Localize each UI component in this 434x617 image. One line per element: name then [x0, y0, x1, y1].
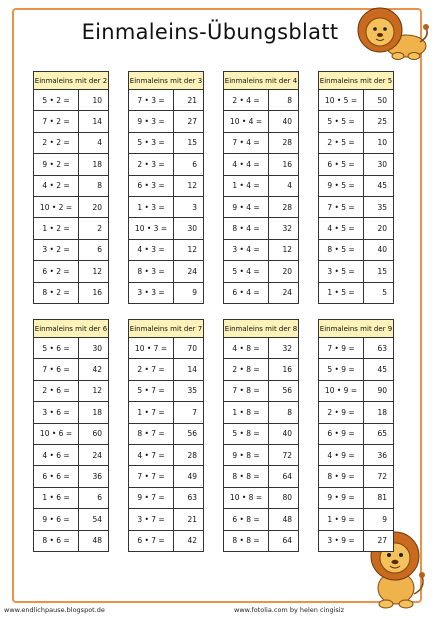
question-cell: 10 • 7 = — [129, 338, 174, 359]
question-cell: 6 • 6 = — [34, 466, 79, 487]
lion-illustration-top — [350, 2, 430, 64]
answer-cell[interactable]: 12 — [79, 380, 109, 401]
answer-cell[interactable]: 80 — [269, 487, 299, 508]
answer-cell[interactable]: 4 — [269, 175, 299, 196]
table-row — [319, 132, 394, 153]
table-row — [319, 359, 394, 380]
answer-cell[interactable]: 64 — [269, 466, 299, 487]
footer-right-credit: www.fotolia.com by helen cingisiz — [234, 606, 345, 614]
table-row — [34, 175, 109, 196]
question-cell: 1 • 3 = — [129, 196, 174, 217]
question-cell: 5 • 8 = — [224, 423, 269, 444]
question-cell: 9 • 2 = — [34, 154, 79, 175]
question-cell: 4 • 9 = — [319, 444, 364, 465]
question-cell: 4 • 7 = — [129, 444, 174, 465]
answer-cell[interactable]: 24 — [79, 444, 109, 465]
question-cell: 4 • 3 = — [129, 239, 174, 260]
table-row — [224, 218, 299, 239]
times-table-7 — [128, 319, 204, 552]
answer-cell[interactable]: 45 — [364, 175, 394, 196]
table-row — [129, 338, 204, 359]
question-cell: 5 • 5 = — [319, 111, 364, 132]
question-cell: 10 • 5 = — [319, 90, 364, 111]
answer-cell[interactable]: 36 — [364, 444, 394, 465]
question-cell: 7 • 3 = — [129, 90, 174, 111]
table-row — [129, 466, 204, 487]
answer-cell[interactable]: 24 — [282, 288, 292, 298]
answer-cell[interactable]: 63 — [174, 487, 204, 508]
answer-cell[interactable]: 12 — [174, 239, 204, 260]
table-row — [319, 338, 394, 359]
table-row — [34, 132, 109, 153]
answer-cell[interactable]: 7 — [174, 402, 204, 423]
answer-cell[interactable]: 18 — [79, 402, 109, 423]
question-cell: 4 • 2 = — [34, 175, 79, 196]
table-row — [224, 154, 299, 175]
table-row — [129, 509, 204, 530]
table-row — [319, 487, 394, 508]
question-cell: 6 • 9 = — [319, 423, 364, 444]
question-cell: 1 • 2 = — [34, 218, 79, 239]
question-cell: 10 • 8 = — [224, 487, 269, 508]
table-row — [34, 359, 109, 380]
question-cell: 6 • 4 = — [224, 282, 269, 303]
question-cell: 8 • 9 = — [319, 466, 364, 487]
table-row — [224, 261, 299, 282]
answer-cell[interactable]: 5 — [382, 288, 387, 298]
answer-cell[interactable]: 8 — [79, 175, 109, 196]
answer-cell[interactable]: 8 — [269, 402, 299, 423]
table-row — [129, 111, 204, 132]
table-row — [319, 444, 394, 465]
answer-cell[interactable]: 10 — [364, 132, 394, 153]
question-cell: 6 • 5 = — [319, 154, 364, 175]
answer-cell[interactable]: 90 — [364, 380, 394, 401]
table-header: Einmaleins mit der 5 — [319, 72, 394, 90]
question-cell: 3 • 6 = — [34, 402, 79, 423]
answer-cell[interactable]: 36 — [79, 466, 109, 487]
table-row — [224, 466, 299, 487]
table-row — [319, 175, 394, 196]
table-row — [224, 282, 299, 303]
table-row — [224, 509, 299, 530]
table-row — [34, 338, 109, 359]
question-cell: 4 • 6 = — [34, 444, 79, 465]
table-row — [34, 509, 109, 530]
answer-cell[interactable]: 50 — [364, 90, 394, 111]
answer-cell[interactable]: 30 — [364, 154, 394, 175]
answer-cell[interactable]: 30 — [174, 218, 204, 239]
question-cell: 9 • 7 = — [129, 487, 174, 508]
answer-cell[interactable]: 60 — [79, 423, 109, 444]
page-title: Einmaleins-Übungsblatt — [81, 20, 339, 44]
question-cell: 2 • 3 = — [129, 154, 174, 175]
times-table-3 — [128, 71, 204, 304]
question-cell: 6 • 7 = — [129, 530, 174, 551]
table-row — [129, 380, 204, 401]
table-header: Einmaleins mit der 8 — [224, 320, 299, 338]
question-cell: 3 • 9 = — [319, 530, 364, 551]
table-row — [129, 282, 204, 303]
answer-cell[interactable]: 6 — [79, 239, 109, 260]
question-cell: 8 • 4 = — [224, 218, 269, 239]
table-header: Einmaleins mit der 7 — [129, 320, 204, 338]
question-cell: 6 • 2 = — [34, 261, 79, 282]
answer-cell[interactable]: 16 — [269, 359, 299, 380]
table-row — [34, 423, 109, 444]
table-row — [34, 444, 109, 465]
answer-cell[interactable]: 42 — [187, 536, 197, 546]
times-table-9 — [318, 319, 394, 552]
table-row — [319, 530, 394, 551]
table-row — [129, 487, 204, 508]
question-cell: 2 • 4 = — [224, 90, 269, 111]
table-row — [129, 196, 204, 217]
question-cell: 4 • 4 = — [224, 154, 269, 175]
table-header: Einmaleins mit der 3 — [129, 72, 204, 90]
answer-cell[interactable]: 16 — [92, 288, 102, 298]
question-cell: 8 • 8 = — [224, 530, 269, 551]
table-row — [224, 239, 299, 260]
question-cell: 8 • 5 = — [319, 239, 364, 260]
question-cell: 7 • 2 = — [34, 111, 79, 132]
table-row — [34, 466, 109, 487]
footer-left-url[interactable]: www.endlichpause.blogspot.de — [4, 606, 105, 614]
answer-cell[interactable]: 32 — [269, 338, 299, 359]
table-row — [224, 423, 299, 444]
question-cell: 1 • 7 = — [129, 402, 174, 423]
question-cell: 2 • 9 = — [319, 402, 364, 423]
answer-cell[interactable]: 8 — [269, 90, 299, 111]
question-cell: 7 • 7 = — [129, 466, 174, 487]
table-row — [224, 380, 299, 401]
table-row — [34, 218, 109, 239]
answer-cell[interactable]: 3 — [174, 196, 204, 217]
answer-cell[interactable]: 72 — [269, 444, 299, 465]
answer-cell[interactable]: 27 — [174, 111, 204, 132]
table-row — [224, 359, 299, 380]
question-cell: 9 • 9 = — [319, 487, 364, 508]
answer-cell[interactable]: 81 — [364, 487, 394, 508]
question-cell: 9 • 3 = — [129, 111, 174, 132]
table-row — [319, 380, 394, 401]
table-row — [224, 90, 299, 111]
table-row — [224, 196, 299, 217]
answer-cell[interactable]: 15 — [364, 261, 394, 282]
answer-cell[interactable]: 15 — [174, 132, 204, 153]
table-row — [319, 111, 394, 132]
table-header: Einmaleins mit der 4 — [224, 72, 299, 90]
question-cell: 3 • 7 = — [129, 509, 174, 530]
question-cell: 8 • 2 = — [34, 282, 79, 303]
table-row — [34, 380, 109, 401]
question-cell: 5 • 9 = — [319, 359, 364, 380]
table-row — [319, 239, 394, 260]
question-cell: 10 • 3 = — [129, 218, 174, 239]
table-row — [129, 359, 204, 380]
answer-cell[interactable]: 18 — [79, 154, 109, 175]
table-row — [224, 444, 299, 465]
answer-cell[interactable]: 4 — [79, 132, 109, 153]
table-row — [129, 239, 204, 260]
table-row — [129, 154, 204, 175]
question-cell: 8 • 7 = — [129, 423, 174, 444]
table-row — [129, 218, 204, 239]
question-cell: 4 • 8 = — [224, 338, 269, 359]
answer-cell[interactable]: 14 — [79, 111, 109, 132]
table-header: Einmaleins mit der 9 — [319, 320, 394, 338]
table-row — [224, 487, 299, 508]
question-cell: 6 • 3 = — [129, 175, 174, 196]
answer-cell[interactable]: 49 — [174, 466, 204, 487]
answer-cell[interactable]: 20 — [79, 196, 109, 217]
table-row — [129, 423, 204, 444]
question-cell: 5 • 3 = — [129, 132, 174, 153]
question-cell: 9 • 8 = — [224, 444, 269, 465]
question-cell: 2 • 5 = — [319, 132, 364, 153]
question-cell: 1 • 5 = — [319, 282, 364, 303]
table-row — [34, 282, 109, 303]
table-row — [224, 132, 299, 153]
table-row — [34, 402, 109, 423]
answer-cell[interactable]: 20 — [269, 261, 299, 282]
table-row — [129, 444, 204, 465]
answer-cell[interactable]: 72 — [364, 466, 394, 487]
table-row — [34, 530, 109, 551]
answer-cell[interactable]: 24 — [174, 261, 204, 282]
answer-cell[interactable]: 2 — [79, 218, 109, 239]
table-row — [129, 402, 204, 423]
table-row — [224, 111, 299, 132]
question-cell: 10 • 4 = — [224, 111, 269, 132]
question-cell: 5 • 7 = — [129, 380, 174, 401]
answer-cell[interactable]: 14 — [174, 359, 204, 380]
table-row — [34, 90, 109, 111]
answer-cell[interactable]: 16 — [269, 154, 299, 175]
table-row — [129, 90, 204, 111]
answer-cell[interactable]: 20 — [364, 218, 394, 239]
answer-cell[interactable]: 32 — [269, 218, 299, 239]
answer-cell[interactable]: 45 — [364, 359, 394, 380]
question-cell: 5 • 6 = — [34, 338, 79, 359]
answer-cell[interactable]: 27 — [377, 536, 387, 546]
question-cell: 2 • 8 = — [224, 359, 269, 380]
answer-cell[interactable]: 48 — [269, 509, 299, 530]
answer-cell[interactable]: 12 — [269, 239, 299, 260]
table-row — [319, 509, 394, 530]
answer-cell[interactable]: 6 — [174, 154, 204, 175]
question-cell: 10 • 9 = — [319, 380, 364, 401]
answer-cell[interactable]: 70 — [174, 338, 204, 359]
question-cell: 6 • 8 = — [224, 509, 269, 530]
answer-cell[interactable]: 9 — [364, 509, 394, 530]
table-row — [319, 466, 394, 487]
answer-cell[interactable]: 54 — [79, 509, 109, 530]
answer-cell[interactable]: 28 — [174, 444, 204, 465]
answer-cell[interactable]: 21 — [174, 90, 204, 111]
question-cell: 5 • 2 = — [34, 90, 79, 111]
table-row — [319, 90, 394, 111]
answer-cell[interactable]: 28 — [269, 196, 299, 217]
table-row — [34, 196, 109, 217]
table-row — [319, 218, 394, 239]
question-cell: 3 • 5 = — [319, 261, 364, 282]
times-table-4 — [223, 71, 299, 304]
question-cell: 8 • 3 = — [129, 261, 174, 282]
table-row — [34, 154, 109, 175]
answer-cell[interactable]: 6 — [79, 487, 109, 508]
question-cell: 4 • 5 = — [319, 218, 364, 239]
question-cell: 1 • 6 = — [34, 487, 79, 508]
table-row — [319, 402, 394, 423]
question-cell: 9 • 5 = — [319, 175, 364, 196]
table-row — [319, 423, 394, 444]
question-cell: 8 • 6 = — [34, 530, 79, 551]
table-row — [319, 261, 394, 282]
question-cell: 7 • 9 = — [319, 338, 364, 359]
question-cell: 1 • 8 = — [224, 402, 269, 423]
question-cell: 9 • 6 = — [34, 509, 79, 530]
question-cell: 3 • 3 = — [129, 282, 174, 303]
question-cell: 2 • 2 = — [34, 132, 79, 153]
table-row — [129, 132, 204, 153]
question-cell: 3 • 2 = — [34, 239, 79, 260]
question-cell: 7 • 8 = — [224, 380, 269, 401]
times-table-2 — [33, 71, 109, 304]
answer-cell[interactable]: 12 — [174, 175, 204, 196]
answer-cell[interactable]: 65 — [364, 423, 394, 444]
table-row — [129, 261, 204, 282]
table-row — [34, 111, 109, 132]
table-row — [319, 282, 394, 303]
answer-cell[interactable]: 12 — [79, 261, 109, 282]
answer-cell[interactable]: 18 — [364, 402, 394, 423]
answer-cell[interactable]: 48 — [92, 536, 102, 546]
answer-cell[interactable]: 56 — [269, 380, 299, 401]
question-cell: 2 • 7 = — [129, 359, 174, 380]
question-cell: 2 • 6 = — [34, 380, 79, 401]
table-row — [224, 175, 299, 196]
answer-cell[interactable]: 28 — [269, 132, 299, 153]
times-table-8 — [223, 319, 299, 552]
answer-cell[interactable]: 64 — [282, 536, 292, 546]
answer-cell[interactable]: 21 — [174, 509, 204, 530]
question-cell: 7 • 4 = — [224, 132, 269, 153]
table-row — [319, 196, 394, 217]
answer-cell[interactable]: 56 — [174, 423, 204, 444]
answer-cell[interactable]: 35 — [174, 380, 204, 401]
question-cell: 9 • 4 = — [224, 196, 269, 217]
question-cell: 1 • 9 = — [319, 509, 364, 530]
answer-cell[interactable]: 40 — [364, 239, 394, 260]
answer-cell[interactable]: 63 — [364, 338, 394, 359]
table-header: Einmaleins mit der 6 — [34, 320, 109, 338]
question-cell: 7 • 6 = — [34, 359, 79, 380]
times-table-6 — [33, 319, 109, 552]
answer-cell[interactable]: 42 — [79, 359, 109, 380]
table-row — [129, 175, 204, 196]
table-row — [319, 154, 394, 175]
table-row — [224, 338, 299, 359]
times-table-5 — [318, 71, 394, 304]
table-row — [34, 239, 109, 260]
answer-cell[interactable]: 10 — [79, 90, 109, 111]
question-cell: 3 • 4 = — [224, 239, 269, 260]
table-row — [224, 530, 299, 551]
question-cell: 7 • 5 = — [319, 196, 364, 217]
table-row — [34, 261, 109, 282]
question-cell: 1 • 4 = — [224, 175, 269, 196]
answer-cell[interactable]: 40 — [269, 111, 299, 132]
answer-cell[interactable]: 35 — [364, 196, 394, 217]
question-cell: 8 • 8 = — [224, 466, 269, 487]
table-row — [34, 487, 109, 508]
table-header: Einmaleins mit der 2 — [34, 72, 109, 90]
question-cell: 5 • 4 = — [224, 261, 269, 282]
question-cell: 10 • 2 = — [34, 196, 79, 217]
answer-cell[interactable]: 40 — [269, 423, 299, 444]
table-row — [129, 530, 204, 551]
question-cell: 10 • 6 = — [34, 423, 79, 444]
answer-cell[interactable]: 9 — [192, 288, 197, 298]
answer-cell[interactable]: 25 — [364, 111, 394, 132]
table-row — [224, 402, 299, 423]
answer-cell[interactable]: 30 — [79, 338, 109, 359]
